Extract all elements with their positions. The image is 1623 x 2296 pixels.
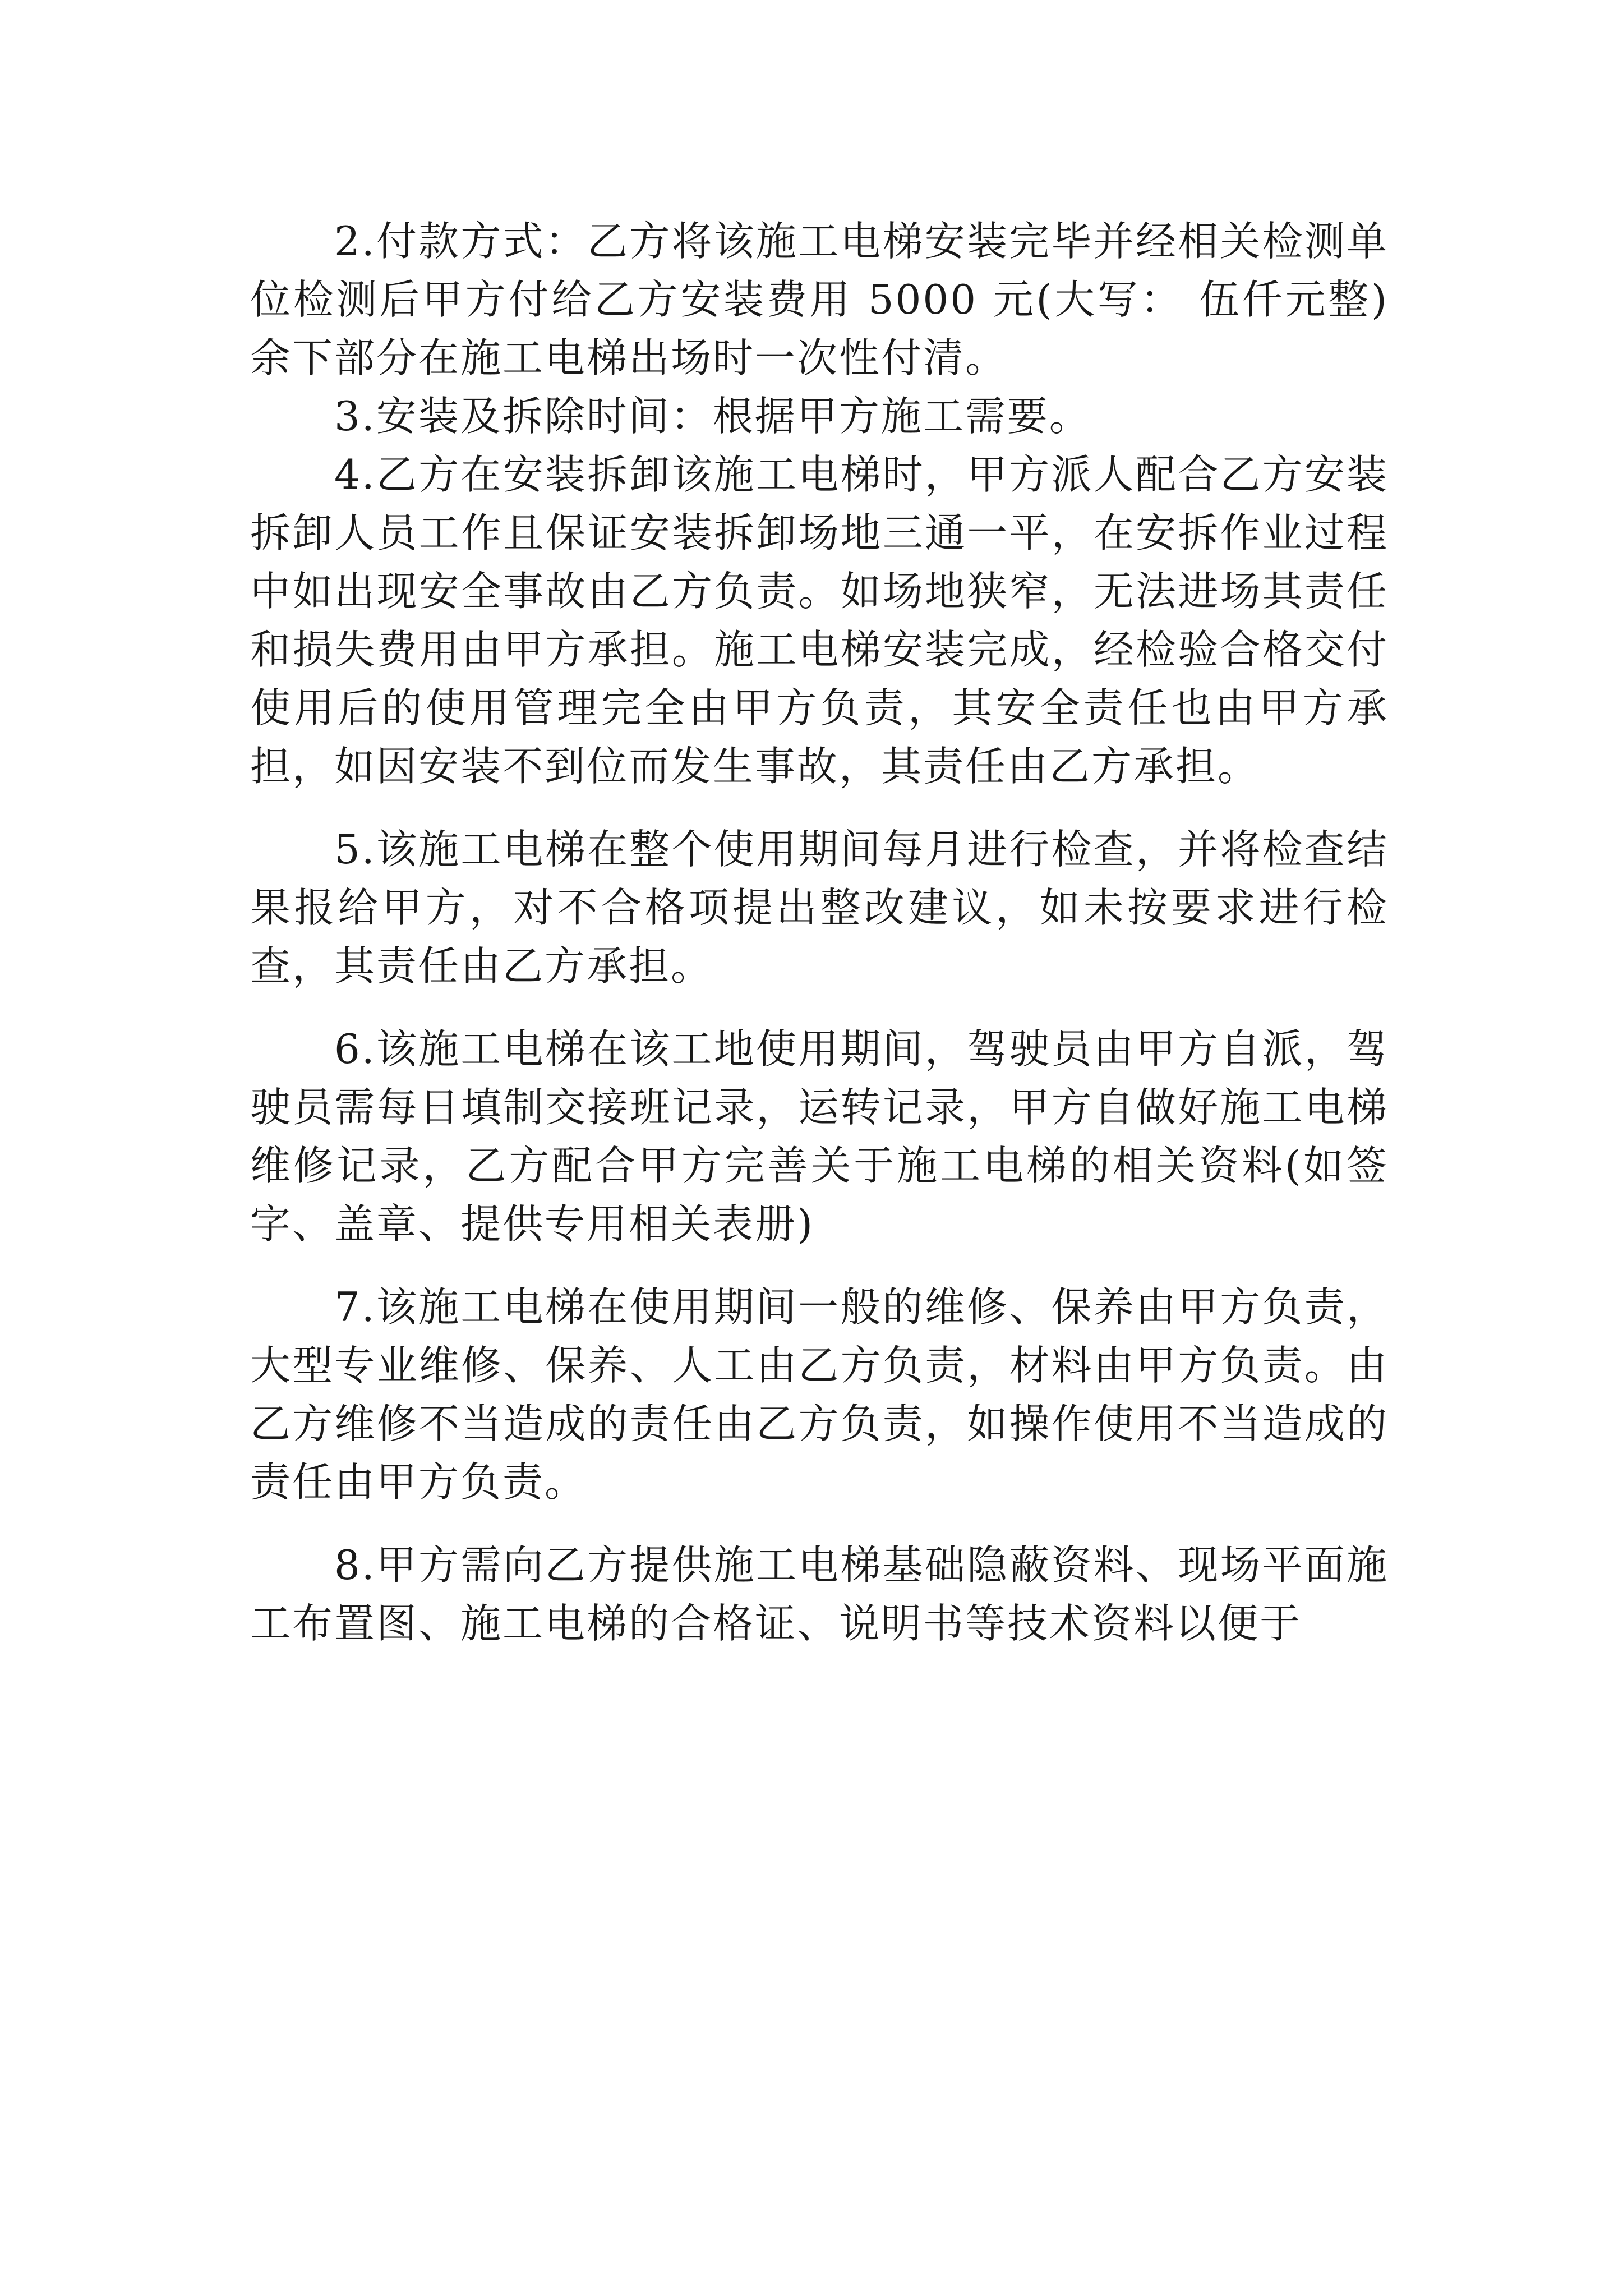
clause-installation-responsibility: 4.乙方在安装拆卸该施工电梯时，甲方派人配合乙方安装拆卸人员工作且保证安装拆卸场地三通一平，在安拆作业过程中如出现安全事故由乙方负责。如场地狭窄，无法进场其责任和损失费用由甲方承担。施工电梯安装完成，经检验合格交付使用后的使用管理完全由甲方负责，其安全责任也由甲方承担，如因安装不到位而发生事故，其责任由乙方承担。 xyxy=(250,451,1389,790)
clause-payment-method: 2.付款方式：乙方将该施工电梯安装完毕并经相关检测单位检测后甲方付给乙方安装费用 5000 元(大写： 伍仟元整)余下部分在施工电梯出场时一次性付清。 xyxy=(250,218,1389,381)
clause-monthly-inspection: 5.该施工电梯在整个使用期间每月进行检查，并将检查结果报给甲方，对不合格项提出整改建议，如未按要求进行检查，其责任由乙方承担。 xyxy=(250,826,1389,990)
clause-technical-documents: 8.甲方需向乙方提供施工电梯基础隐蔽资料、现场平面施工布置图、施工电梯的合格证、说明书等技术资料以便于 xyxy=(250,1542,1389,1647)
document-body xyxy=(250,212,1389,1653)
clause-operator-records: 6.该施工电梯在该工地使用期间，驾驶员由甲方自派，驾驶员需每日填制交接班记录，运转记录，甲方自做好施工电梯维修记录，乙方配合甲方完善关于施工电梯的相关资料(如签字、盖章、提供专用相关表册) xyxy=(250,1025,1389,1248)
clause-install-removal-time: 3.安装及拆除时间：根据甲方施工需要。 xyxy=(334,393,1091,440)
clause-maintenance: 7.该施工电梯在使用期间一般的维修、保养由甲方负责，大型专业维修、保养、人工由乙方负责，材料由甲方负责。由乙方维修不当造成的责任由乙方负责，如操作使用不当造成的责任由甲方负责。 xyxy=(250,1283,1389,1506)
